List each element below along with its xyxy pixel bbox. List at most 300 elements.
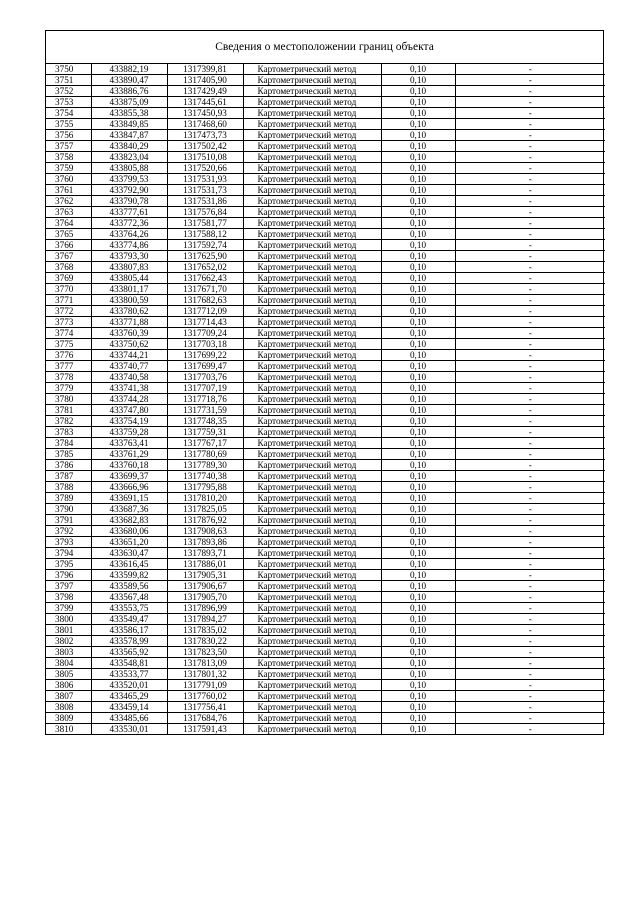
table-row (46, 724, 605, 735)
y-coordinate-cell: 1317531,73 (167, 185, 243, 196)
table-row (46, 372, 605, 383)
table-row (46, 504, 605, 515)
x-coordinate-cell: 433754,19 (91, 416, 167, 427)
point-number-cell: 3776 (46, 350, 91, 361)
point-number-cell: 3779 (46, 383, 91, 394)
x-coordinate-cell: 433801,17 (91, 284, 167, 295)
accuracy-cell: 0,10 (381, 119, 455, 130)
point-number-cell: 3777 (46, 361, 91, 372)
accuracy-cell: 0,10 (381, 581, 455, 592)
accuracy-cell: 0,10 (381, 471, 455, 482)
x-coordinate-cell: 433548,81 (91, 658, 167, 669)
y-coordinate-cell: 1317531,93 (167, 174, 243, 185)
document-title: Сведения о местоположении границ объекта (46, 31, 603, 64)
note-cell: - (455, 185, 605, 196)
method-cell: Картометрический метод (243, 317, 381, 328)
point-number-cell: 3809 (46, 713, 91, 724)
y-coordinate-cell: 1317789,30 (167, 460, 243, 471)
method-cell: Картометрический метод (243, 526, 381, 537)
accuracy-cell: 0,10 (381, 86, 455, 97)
x-coordinate-cell: 433567,48 (91, 592, 167, 603)
table-row (46, 526, 605, 537)
accuracy-cell: 0,10 (381, 636, 455, 647)
method-cell: Картометрический метод (243, 163, 381, 174)
y-coordinate-cell: 1317712,09 (167, 306, 243, 317)
note-cell: - (455, 504, 605, 515)
x-coordinate-cell: 433793,30 (91, 251, 167, 262)
note-cell: - (455, 592, 605, 603)
point-number-cell: 3808 (46, 702, 91, 713)
method-cell: Картометрический метод (243, 614, 381, 625)
note-cell: - (455, 482, 605, 493)
accuracy-cell: 0,10 (381, 537, 455, 548)
y-coordinate-cell: 1317662,43 (167, 273, 243, 284)
note-cell: - (455, 625, 605, 636)
y-coordinate-cell: 1317652,02 (167, 262, 243, 273)
accuracy-cell: 0,10 (381, 669, 455, 680)
x-coordinate-cell: 433790,78 (91, 196, 167, 207)
point-number-cell: 3750 (46, 64, 91, 75)
table-row (46, 669, 605, 680)
accuracy-cell: 0,10 (381, 460, 455, 471)
x-coordinate-cell: 433630,47 (91, 548, 167, 559)
note-cell: - (455, 97, 605, 108)
point-number-cell: 3785 (46, 449, 91, 460)
table-row (46, 493, 605, 504)
method-cell: Картометрический метод (243, 273, 381, 284)
accuracy-cell: 0,10 (381, 75, 455, 86)
table-row (46, 559, 605, 570)
method-cell: Картометрический метод (243, 658, 381, 669)
table-row (46, 581, 605, 592)
point-number-cell: 3756 (46, 130, 91, 141)
y-coordinate-cell: 1317591,43 (167, 724, 243, 735)
method-cell: Картометрический метод (243, 537, 381, 548)
point-number-cell: 3774 (46, 328, 91, 339)
point-number-cell: 3751 (46, 75, 91, 86)
y-coordinate-cell: 1317703,18 (167, 339, 243, 350)
note-cell: - (455, 559, 605, 570)
x-coordinate-cell: 433759,28 (91, 427, 167, 438)
point-number-cell: 3783 (46, 427, 91, 438)
note-cell: - (455, 152, 605, 163)
note-cell: - (455, 240, 605, 251)
method-cell: Картометрический метод (243, 471, 381, 482)
y-coordinate-cell: 1317908,63 (167, 526, 243, 537)
note-cell: - (455, 658, 605, 669)
note-cell: - (455, 427, 605, 438)
note-cell: - (455, 229, 605, 240)
note-cell: - (455, 614, 605, 625)
method-cell: Картометрический метод (243, 361, 381, 372)
accuracy-cell: 0,10 (381, 614, 455, 625)
table-row (46, 284, 605, 295)
note-cell: - (455, 130, 605, 141)
note-cell: - (455, 119, 605, 130)
point-number-cell: 3794 (46, 548, 91, 559)
accuracy-cell: 0,10 (381, 691, 455, 702)
x-coordinate-cell: 433807,83 (91, 262, 167, 273)
table-row (46, 75, 605, 86)
table-row (46, 658, 605, 669)
point-number-cell: 3781 (46, 405, 91, 416)
note-cell: - (455, 64, 605, 75)
table-row (46, 295, 605, 306)
x-coordinate-cell: 433805,44 (91, 273, 167, 284)
note-cell: - (455, 416, 605, 427)
x-coordinate-cell: 433849,85 (91, 119, 167, 130)
accuracy-cell: 0,10 (381, 64, 455, 75)
x-coordinate-cell: 433740,77 (91, 361, 167, 372)
point-number-cell: 3772 (46, 306, 91, 317)
method-cell: Картометрический метод (243, 130, 381, 141)
method-cell: Картометрический метод (243, 405, 381, 416)
point-number-cell: 3810 (46, 724, 91, 735)
note-cell: - (455, 647, 605, 658)
method-cell: Картометрический метод (243, 394, 381, 405)
accuracy-cell: 0,10 (381, 702, 455, 713)
y-coordinate-cell: 1317896,99 (167, 603, 243, 614)
point-number-cell: 3807 (46, 691, 91, 702)
point-number-cell: 3798 (46, 592, 91, 603)
x-coordinate-cell: 433744,28 (91, 394, 167, 405)
x-coordinate-cell: 433741,38 (91, 383, 167, 394)
method-cell: Картометрический метод (243, 427, 381, 438)
point-number-cell: 3759 (46, 163, 91, 174)
method-cell: Картометрический метод (243, 350, 381, 361)
point-number-cell: 3795 (46, 559, 91, 570)
y-coordinate-cell: 1317905,70 (167, 592, 243, 603)
note-cell: - (455, 515, 605, 526)
table-row (46, 251, 605, 262)
method-cell: Картометрический метод (243, 86, 381, 97)
method-cell: Картометрический метод (243, 680, 381, 691)
note-cell: - (455, 526, 605, 537)
y-coordinate-cell: 1317718,76 (167, 394, 243, 405)
table-row (46, 625, 605, 636)
note-cell: - (455, 372, 605, 383)
method-cell: Картометрический метод (243, 328, 381, 339)
point-number-cell: 3806 (46, 680, 91, 691)
point-number-cell: 3771 (46, 295, 91, 306)
y-coordinate-cell: 1317531,86 (167, 196, 243, 207)
y-coordinate-cell: 1317592,74 (167, 240, 243, 251)
method-cell: Картометрический метод (243, 383, 381, 394)
accuracy-cell: 0,10 (381, 713, 455, 724)
note-cell: - (455, 405, 605, 416)
note-cell: - (455, 317, 605, 328)
table-row (46, 141, 605, 152)
y-coordinate-cell: 1317886,01 (167, 559, 243, 570)
method-cell: Картометрический метод (243, 207, 381, 218)
note-cell: - (455, 306, 605, 317)
y-coordinate-cell: 1317684,76 (167, 713, 243, 724)
x-coordinate-cell: 433771,88 (91, 317, 167, 328)
x-coordinate-cell: 433533,77 (91, 669, 167, 680)
accuracy-cell: 0,10 (381, 570, 455, 581)
y-coordinate-cell: 1317699,47 (167, 361, 243, 372)
document-sheet (45, 30, 604, 735)
note-cell: - (455, 449, 605, 460)
note-cell: - (455, 273, 605, 284)
accuracy-cell: 0,10 (381, 328, 455, 339)
y-coordinate-cell: 1317429,49 (167, 86, 243, 97)
boundary-table-body (46, 64, 605, 734)
note-cell: - (455, 163, 605, 174)
point-number-cell: 3765 (46, 229, 91, 240)
method-cell: Картометрический метод (243, 152, 381, 163)
accuracy-cell: 0,10 (381, 306, 455, 317)
note-cell: - (455, 196, 605, 207)
point-number-cell: 3800 (46, 614, 91, 625)
note-cell: - (455, 394, 605, 405)
x-coordinate-cell: 433875,09 (91, 97, 167, 108)
accuracy-cell: 0,10 (381, 185, 455, 196)
table-row (46, 97, 605, 108)
accuracy-cell: 0,10 (381, 427, 455, 438)
table-row (46, 427, 605, 438)
point-number-cell: 3773 (46, 317, 91, 328)
x-coordinate-cell: 433800,59 (91, 295, 167, 306)
accuracy-cell: 0,10 (381, 724, 455, 735)
note-cell: - (455, 75, 605, 86)
accuracy-cell: 0,10 (381, 405, 455, 416)
y-coordinate-cell: 1317520,66 (167, 163, 243, 174)
x-coordinate-cell: 433459,14 (91, 702, 167, 713)
point-number-cell: 3778 (46, 372, 91, 383)
table-row (46, 680, 605, 691)
table-row (46, 614, 605, 625)
table-row (46, 383, 605, 394)
point-number-cell: 3780 (46, 394, 91, 405)
x-coordinate-cell: 433886,76 (91, 86, 167, 97)
y-coordinate-cell: 1317767,17 (167, 438, 243, 449)
x-coordinate-cell: 433792,90 (91, 185, 167, 196)
note-cell: - (455, 108, 605, 119)
note-cell: - (455, 603, 605, 614)
note-cell: - (455, 328, 605, 339)
y-coordinate-cell: 1317795,88 (167, 482, 243, 493)
accuracy-cell: 0,10 (381, 372, 455, 383)
y-coordinate-cell: 1317581,77 (167, 218, 243, 229)
accuracy-cell: 0,10 (381, 592, 455, 603)
point-number-cell: 3792 (46, 526, 91, 537)
y-coordinate-cell: 1317502,42 (167, 141, 243, 152)
x-coordinate-cell: 433855,38 (91, 108, 167, 119)
y-coordinate-cell: 1317699,22 (167, 350, 243, 361)
accuracy-cell: 0,10 (381, 449, 455, 460)
point-number-cell: 3787 (46, 471, 91, 482)
y-coordinate-cell: 1317740,38 (167, 471, 243, 482)
y-coordinate-cell: 1317813,09 (167, 658, 243, 669)
point-number-cell: 3784 (46, 438, 91, 449)
x-coordinate-cell: 433586,17 (91, 625, 167, 636)
table-row (46, 174, 605, 185)
method-cell: Картометрический метод (243, 64, 381, 75)
method-cell: Картометрический метод (243, 515, 381, 526)
x-coordinate-cell: 433823,04 (91, 152, 167, 163)
accuracy-cell: 0,10 (381, 504, 455, 515)
table-row (46, 570, 605, 581)
accuracy-cell: 0,10 (381, 515, 455, 526)
x-coordinate-cell: 433553,75 (91, 603, 167, 614)
note-cell: - (455, 438, 605, 449)
note-cell: - (455, 691, 605, 702)
method-cell: Картометрический метод (243, 636, 381, 647)
y-coordinate-cell: 1317468,60 (167, 119, 243, 130)
point-number-cell: 3754 (46, 108, 91, 119)
x-coordinate-cell: 433680,06 (91, 526, 167, 537)
method-cell: Картометрический метод (243, 559, 381, 570)
y-coordinate-cell: 1317625,90 (167, 251, 243, 262)
note-cell: - (455, 339, 605, 350)
note-cell: - (455, 284, 605, 295)
point-number-cell: 3804 (46, 658, 91, 669)
x-coordinate-cell: 433740,58 (91, 372, 167, 383)
note-cell: - (455, 383, 605, 394)
accuracy-cell: 0,10 (381, 482, 455, 493)
method-cell: Картометрический метод (243, 295, 381, 306)
note-cell: - (455, 713, 605, 724)
method-cell: Картометрический метод (243, 75, 381, 86)
accuracy-cell: 0,10 (381, 196, 455, 207)
boundary-table (46, 64, 605, 734)
x-coordinate-cell: 433616,45 (91, 559, 167, 570)
accuracy-cell: 0,10 (381, 625, 455, 636)
table-row (46, 592, 605, 603)
x-coordinate-cell: 433549,47 (91, 614, 167, 625)
y-coordinate-cell: 1317682,63 (167, 295, 243, 306)
y-coordinate-cell: 1317760,02 (167, 691, 243, 702)
x-coordinate-cell: 433744,21 (91, 350, 167, 361)
note-cell: - (455, 680, 605, 691)
table-row (46, 636, 605, 647)
method-cell: Картометрический метод (243, 669, 381, 680)
method-cell: Картометрический метод (243, 449, 381, 460)
table-row (46, 460, 605, 471)
x-coordinate-cell: 433780,62 (91, 306, 167, 317)
accuracy-cell: 0,10 (381, 647, 455, 658)
y-coordinate-cell: 1317905,31 (167, 570, 243, 581)
method-cell: Картометрический метод (243, 493, 381, 504)
y-coordinate-cell: 1317445,61 (167, 97, 243, 108)
y-coordinate-cell: 1317835,02 (167, 625, 243, 636)
accuracy-cell: 0,10 (381, 273, 455, 284)
note-cell: - (455, 570, 605, 581)
note-cell: - (455, 493, 605, 504)
accuracy-cell: 0,10 (381, 394, 455, 405)
x-coordinate-cell: 433890,47 (91, 75, 167, 86)
accuracy-cell: 0,10 (381, 559, 455, 570)
accuracy-cell: 0,10 (381, 218, 455, 229)
table-row (46, 482, 605, 493)
accuracy-cell: 0,10 (381, 152, 455, 163)
method-cell: Картометрический метод (243, 504, 381, 515)
method-cell: Картометрический метод (243, 460, 381, 471)
y-coordinate-cell: 1317709,24 (167, 328, 243, 339)
y-coordinate-cell: 1317671,70 (167, 284, 243, 295)
method-cell: Картометрический метод (243, 284, 381, 295)
y-coordinate-cell: 1317450,93 (167, 108, 243, 119)
method-cell: Картометрический метод (243, 262, 381, 273)
x-coordinate-cell: 433666,96 (91, 482, 167, 493)
note-cell: - (528, 724, 532, 734)
y-coordinate-cell: 1317748,35 (167, 416, 243, 427)
table-row (46, 537, 605, 548)
table-row (46, 548, 605, 559)
x-coordinate-cell: 433687,36 (91, 504, 167, 515)
x-coordinate-cell: 433774,86 (91, 240, 167, 251)
note-cell: - (455, 251, 605, 262)
method-cell: Картометрический метод (243, 702, 381, 713)
x-coordinate-cell: 433599,82 (91, 570, 167, 581)
y-coordinate-cell: 1317894,27 (167, 614, 243, 625)
point-number-cell: 3797 (46, 581, 91, 592)
accuracy-cell: 0,10 (381, 603, 455, 614)
note-cell: - (455, 141, 605, 152)
y-coordinate-cell: 1317576,84 (167, 207, 243, 218)
x-coordinate-cell: 433760,39 (91, 328, 167, 339)
point-number-cell: 3770 (46, 284, 91, 295)
note-cell: - (455, 548, 605, 559)
method-cell: Картометрический метод (243, 229, 381, 240)
table-row (46, 152, 605, 163)
accuracy-cell: 0,10 (381, 295, 455, 306)
method-cell: Картометрический метод (243, 306, 381, 317)
x-coordinate-cell: 433699,37 (91, 471, 167, 482)
x-coordinate-cell: 433777,61 (91, 207, 167, 218)
note-cell: - (455, 471, 605, 482)
table-row (46, 691, 605, 702)
note-cell: - (455, 669, 605, 680)
method-cell: Картометрический метод (243, 570, 381, 581)
method-cell: Картометрический метод (243, 196, 381, 207)
y-coordinate-cell: 1317707,19 (167, 383, 243, 394)
x-coordinate-cell: 433805,88 (91, 163, 167, 174)
accuracy-cell: 0,10 (381, 350, 455, 361)
accuracy-cell: 0,10 (381, 339, 455, 350)
point-number-cell: 3757 (46, 141, 91, 152)
method-cell: Картометрический метод (243, 592, 381, 603)
y-coordinate-cell: 1317703,76 (167, 372, 243, 383)
method-cell: Картометрический метод (243, 251, 381, 262)
method-cell: Картометрический метод (243, 647, 381, 658)
table-row (46, 702, 605, 713)
table-row (46, 405, 605, 416)
table-row (46, 64, 605, 75)
method-cell: Картометрический метод (243, 174, 381, 185)
point-number-cell: 3761 (46, 185, 91, 196)
point-number-cell: 3789 (46, 493, 91, 504)
x-coordinate-cell: 433691,15 (91, 493, 167, 504)
x-coordinate-cell: 433530,01 (91, 724, 167, 735)
table-row (46, 163, 605, 174)
y-coordinate-cell: 1317399,81 (167, 64, 243, 75)
table-row (46, 647, 605, 658)
table-row (46, 438, 605, 449)
point-number-cell: 3755 (46, 119, 91, 130)
x-coordinate-cell: 433764,26 (91, 229, 167, 240)
y-coordinate-cell: 1317473,73 (167, 130, 243, 141)
x-coordinate-cell: 433882,19 (91, 64, 167, 75)
point-number-cell: 3758 (46, 152, 91, 163)
table-row (46, 416, 605, 427)
y-coordinate-cell: 1317823,50 (167, 647, 243, 658)
note-cell: - (455, 636, 605, 647)
point-number-cell: 3796 (46, 570, 91, 581)
table-row (46, 130, 605, 141)
point-number-cell: 3768 (46, 262, 91, 273)
